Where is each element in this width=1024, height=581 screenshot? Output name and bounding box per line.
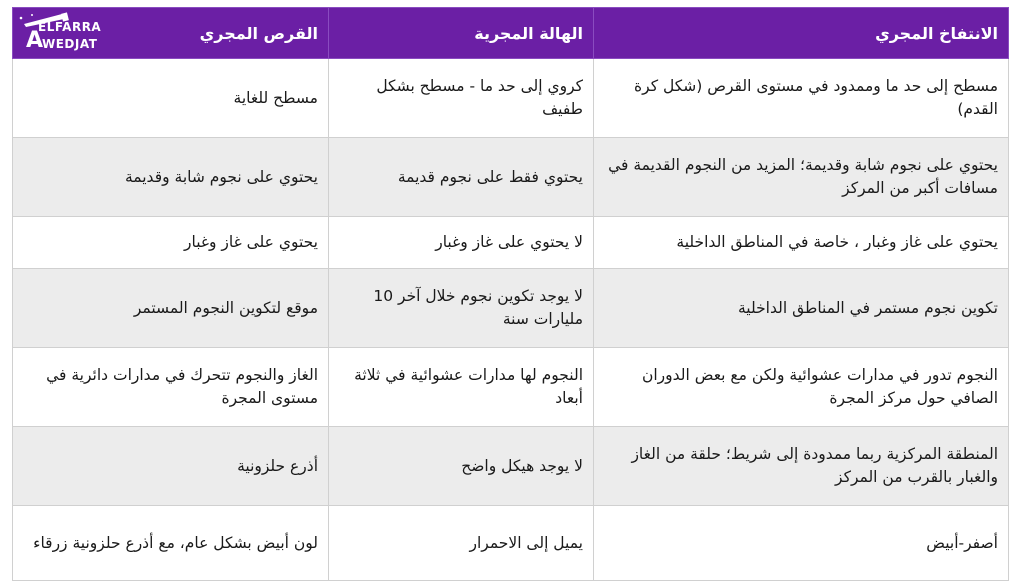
table-row [13,348,1009,427]
cell-bulge: تكوين نجوم مستمر في المناطق الداخلية [594,269,1009,348]
table-row [13,217,1009,269]
header-bulge: الانتفاخ المجري [594,8,1009,59]
cell-halo: النجوم لها مدارات عشوائية في ثلاثة أبعاد [329,348,594,427]
cell-halo: يميل إلى الاحمرار [329,506,594,581]
cell-disk: موقع لتكوين النجوم المستمر [13,269,329,348]
cell-halo: لا يوجد تكوين نجوم خلال آخر 10 مليارات سنة [329,269,594,348]
table-row [13,427,1009,506]
cell-bulge: أصفر-أبيض [594,506,1009,581]
cell-disk: مسطح للغاية [13,59,329,138]
cell-bulge: مسطح إلى حد ما وممدود في مستوى القرص (شكل كرة القدم) [594,59,1009,138]
header-disk: القرص المجري [13,8,329,59]
cell-bulge: المنطقة المركزية ربما ممدودة إلى شريط؛ حلقة من الغاز والغبار بالقرب من المركز [594,427,1009,506]
cell-disk: لون أبيض بشكل عام، مع أذرع حلزونية زرقاء [13,506,329,581]
cell-halo: كروي إلى حد ما - مسطح بشكل طفيف [329,59,594,138]
cell-disk: يحتوي على غاز وغبار [13,217,329,269]
cell-halo: يحتوي فقط على نجوم قديمة [329,138,594,217]
logo-letter: A [26,28,44,53]
cell-bulge: النجوم تدور في مدارات عشوائية ولكن مع بعض الدوران الصافي حول مركز المجرة [594,348,1009,427]
table-row [13,269,1009,348]
cell-halo: لا يحتوي على غاز وغبار [329,217,594,269]
logo-text-line1: ELFARRA [38,20,102,34]
table-row [13,138,1009,217]
cell-bulge: يحتوي على غاز وغبار ، خاصة في المناطق الداخلية [594,217,1009,269]
header-row [13,8,1009,59]
cell-disk: يحتوي على نجوم شابة وقديمة [13,138,329,217]
elfarra-wedjat-logo [16,10,120,56]
comparison-table [12,7,1009,581]
cell-disk: أذرع حلزونية [13,427,329,506]
table-row [13,506,1009,581]
cell-halo: لا يوجد هيكل واضح [329,427,594,506]
logo-text-line2: WEDJAT [42,37,98,51]
table-row [13,59,1009,138]
cell-bulge: يحتوي على نجوم شابة وقديمة؛ المزيد من النجوم القديمة في مسافات أكبر من المركز [594,138,1009,217]
header-halo: الهالة المجرية [329,8,594,59]
cell-disk: الغاز والنجوم تتحرك في مدارات دائرية في مستوى المجرة [13,348,329,427]
